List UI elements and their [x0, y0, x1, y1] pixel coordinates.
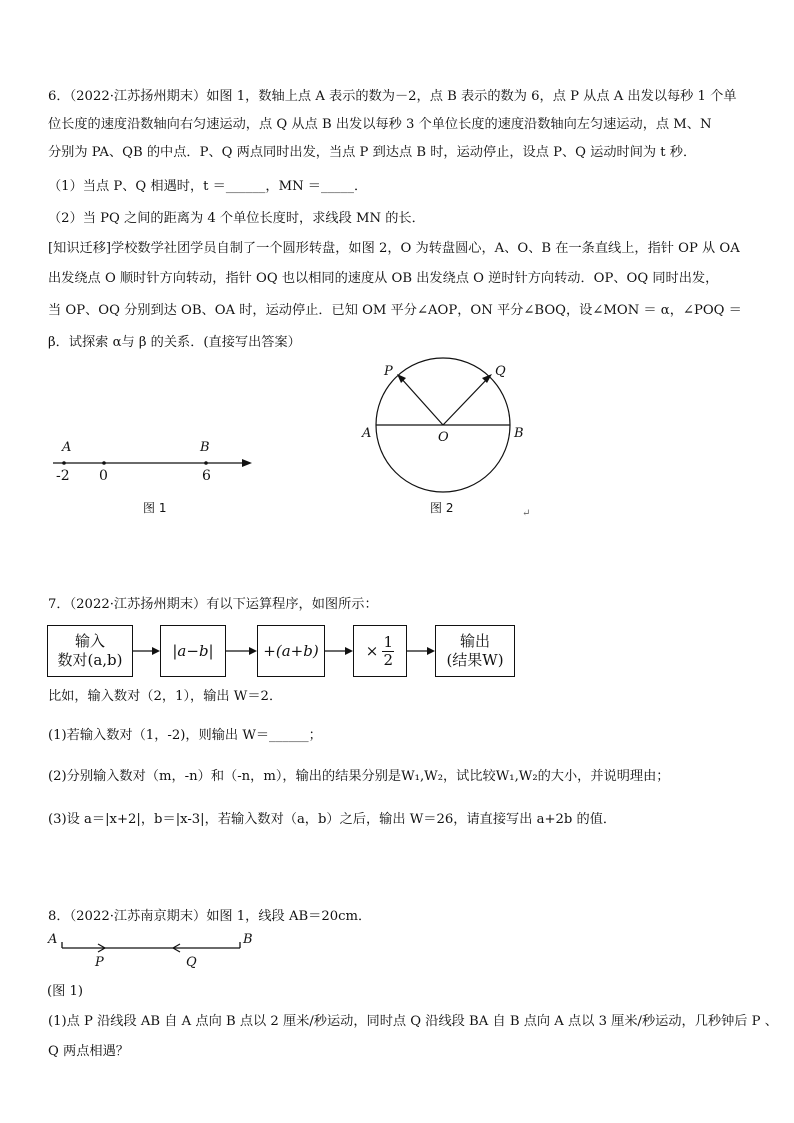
q8-title: 8．（2022·江苏南京期末）如图 1，线段 AB＝20cm．: [48, 909, 372, 924]
fig1-label-b: B: [200, 440, 210, 455]
q6-transfer-line-3: 当 OP、OQ 分别到达 OB、OA 时，运动停止．已知 OM 平分∠AOP，ON 平分∠BOQ，设∠MON ＝ α，∠POQ ＝: [48, 303, 742, 318]
q8-fig-caption: (图 1): [47, 984, 84, 999]
q8-part-1-line-2: Q 两点相遇？: [48, 1044, 129, 1059]
fig2-label-p: P: [384, 364, 393, 379]
flow-arrow-2: [249, 647, 257, 655]
q6-line-2: 位长度的速度沿数轴向右匀速运动，点 Q 从点 B 出发以每秒 3 个单位长度的速度沿数轴向左匀速运动，点 M、N: [48, 117, 712, 132]
seg-label-p: P: [95, 955, 104, 970]
fig1-tick-0: 0: [99, 468, 108, 484]
fig2-label-b: B: [514, 426, 524, 441]
q7-part-2: (2)分别输入数对（m，-n）和（-n，m），输出的结果分别是W₁,W₂，试比较W₁,W₂的大小，并说明理由；: [48, 769, 670, 784]
q7-title: 7．（2022·江苏扬州期末）有以下运算程序，如图所示：: [48, 597, 378, 612]
q6-line-1: 6．（2022·江苏扬州期末）如图 1，数轴上点 A 表示的数为－2，点 B 表示的数为 6，点 P 从点 A 出发以每秒 1 个单: [48, 89, 737, 104]
seg-label-q: Q: [186, 955, 197, 970]
q7-example: 比如，输入数对（2，1），输出 W＝2．: [48, 689, 283, 704]
fig1-caption: 图 1: [143, 501, 167, 515]
flow-box-input-line2: 数对(a,b): [57, 651, 123, 669]
fig2-caption: 图 2: [430, 501, 454, 515]
flow-fraction-num: 1: [383, 632, 394, 651]
q6-transfer-line-2: 出发绕点 O 顺时针方向转动，指针 OQ 也以相同的速度从 OB 出发绕点 O 逆时针方向转动．OP、OQ 同时出发，: [48, 271, 719, 286]
q6-transfer-line-1: [知识迁移]学校数学社团学员自制了一个圆形转盘，如图 2，O 为转盘圆心，A、O、B 在一条直线上，指针 OP 从 OA: [48, 241, 740, 256]
fig2-label-a: A: [362, 426, 372, 441]
flow-box-input-line1: 输入: [74, 632, 105, 650]
q6-part-1: （1）当点 P、Q 相遇时，t ＝______，MN ＝_____．: [48, 179, 368, 194]
fig2-label-q: Q: [495, 364, 506, 379]
q7-part-1: (1)若输入数对（1，-2)，则输出 W＝______；: [48, 728, 322, 743]
flow-fraction-den: 2: [383, 650, 394, 669]
q6-transfer-line-4: β．试探索 α与 β 的关系．(直接写出答案）: [48, 335, 301, 350]
fig1-tick-a: -2: [56, 468, 70, 484]
fig2-label-o: O: [438, 430, 449, 445]
fig1-tick-b: 6: [202, 468, 211, 484]
flow-box-output-line1: 输出: [459, 632, 490, 650]
q6-line-3: 分别为 PA、QB 的中点．P、Q 两点同时出发，当点 P 到达点 B 时，运动停止，设点 P、Q 运动时间为 t 秒．: [48, 145, 697, 160]
return-mark-icon: ↵: [522, 508, 531, 519]
seg-label-b: B: [243, 932, 253, 947]
flow-arrow-4: [427, 647, 435, 655]
flow-box-output-line2: (结果W): [446, 651, 504, 669]
fig1-label-a: A: [62, 440, 72, 455]
flow-arrow-1: [152, 647, 160, 655]
flow-box-add-sum: +(a+b): [257, 625, 325, 677]
q6-part-2: （2）当 PQ 之间的距离为 4 个单位长度时，求线段 MN 的长．: [48, 211, 425, 226]
flow-box-abs-diff: |a−b|: [160, 625, 226, 677]
q8-part-1-line-1: (1)点 P 沿线段 AB 自 A 点向 B 点以 2 厘米/秒运动，同时点 Q 沿线段 BA 自 B 点向 A 点以 3 厘米/秒运动，几秒钟后 P 、: [48, 1014, 778, 1029]
seg-label-a: A: [48, 932, 58, 947]
flow-times-sign: ×: [365, 641, 379, 660]
flow-arrow-3: [345, 647, 353, 655]
q7-part-3: (3)设 a＝|x+2|，b＝|x-3|，若输入数对（a，b）之后，输出 W＝26，请直接写出 a+2b 的值．: [48, 812, 617, 827]
segment-figure: [60, 940, 250, 960]
